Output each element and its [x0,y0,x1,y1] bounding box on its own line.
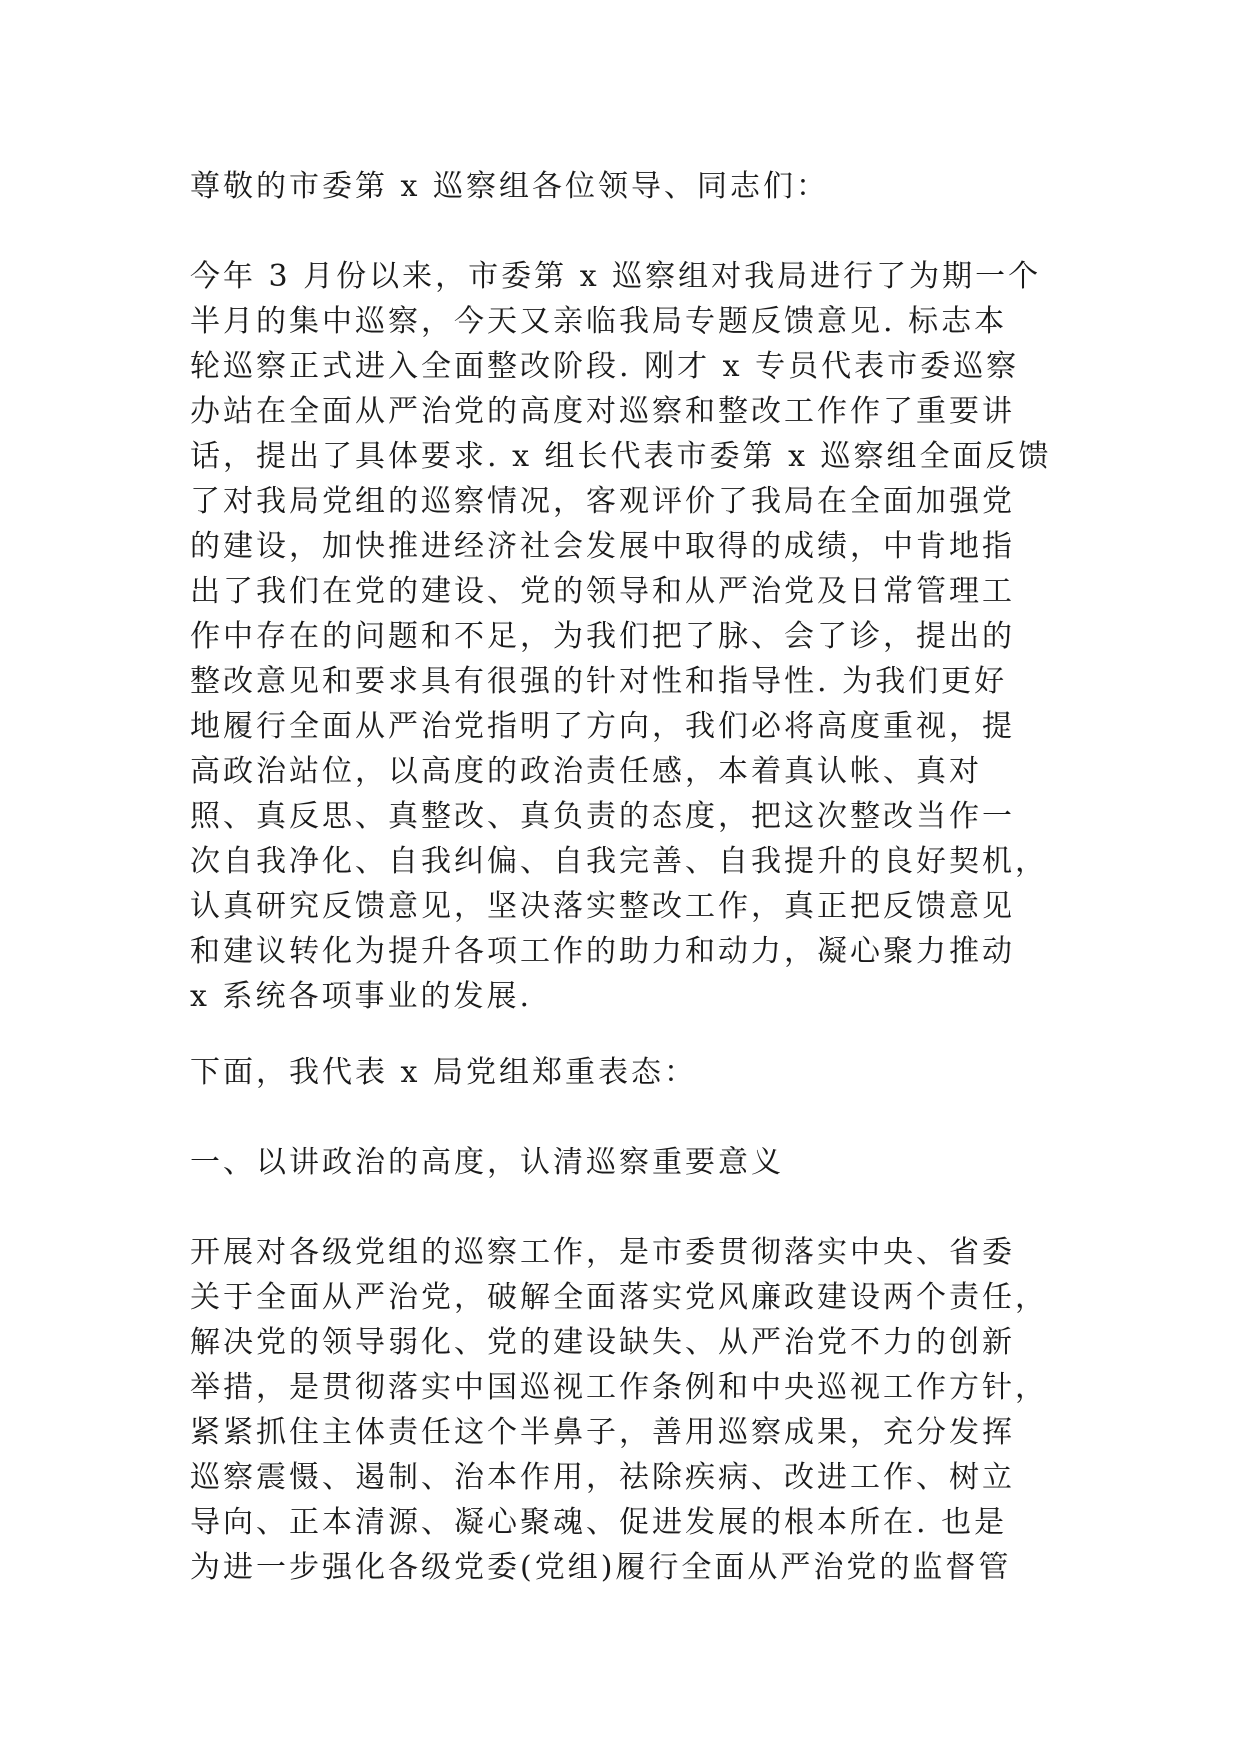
section-heading-text: 一、以讲政治的高度，认清巡察重要意义 [190,1145,784,1180]
paragraph-line: 照、真反思、真整改、真负责的态度，把这次整改当作一 [190,799,1015,834]
paragraph-line: 今年 3 月份以来，市委第 x 巡察组对我局进行了为期一个 [190,259,1042,294]
paragraph-line: 整改意见和要求具有很强的针对性和指导性. 为我们更好 [190,664,1008,699]
paragraph-line: 作中存在的问题和不足，为我们把了脉、会了诊，提出的 [190,619,1015,654]
paragraph-line: 和建议转化为提升各项工作的助力和动力，凝心聚力推动 [190,934,1015,969]
paragraph-line: 出了我们在党的建设、党的领导和从严治党及日常管理工 [190,574,1015,609]
paragraph-section-one [190,1230,1070,1590]
paragraph-line: 下面，我代表 x 局党组郑重表态： [190,1055,697,1090]
paragraph-line: 的建设，加快推进经济社会发展中取得的成绩，中肯地指 [190,529,1015,564]
greeting-text: 尊敬的市委第 x 巡察组各位领导、同志们： [190,169,829,204]
paragraph-line: 半月的集中巡察，今天又亲临我局专题反馈意见. 标志本 [190,304,1008,339]
paragraph-line: 次自我净化、自我纠偏、自我完善、自我提升的良好契机， [190,844,1048,879]
paragraph-opening [190,254,1070,1019]
paragraph-line: 轮巡察正式进入全面整改阶段. 刚才 x 专员代表市委巡察 [190,349,1020,384]
paragraph-line: 高政治站位，以高度的政治责任感，本着真认帐、真对 [190,754,982,789]
section-heading [190,1140,1070,1185]
paragraph-line: 导向、正本清源、凝心聚魂、促进发展的根本所在. 也是 [190,1505,1008,1540]
paragraph-statement-intro [190,1050,1070,1095]
paragraph-line: 为进一步强化各级党委(党组)履行全面从严治党的监督管 [190,1550,1012,1585]
paragraph-line: 解决党的领导弱化、党的建设缺失、从严治党不力的创新 [190,1325,1015,1360]
paragraph-line: 巡察震慑、遏制、治本作用，祛除疾病、改进工作、树立 [190,1460,1015,1495]
paragraph-line: 了对我局党组的巡察情况，客观评价了我局在全面加强党 [190,484,1015,519]
paragraph-line: 举措，是贯彻落实中国巡视工作条例和中央巡视工作方针， [190,1370,1048,1405]
paragraph-line: 认真研究反馈意见，坚决落实整改工作，真正把反馈意见 [190,889,1015,924]
paragraph-line: 关于全面从严治党，破解全面落实党风廉政建设两个责任， [190,1280,1048,1315]
greeting-line [190,164,1070,209]
paragraph-line: 开展对各级党组的巡察工作，是市委贯彻落实中央、省委 [190,1235,1015,1270]
paragraph-line: 地履行全面从严治党指明了方向，我们必将高度重视，提 [190,709,1015,744]
paragraph-line: 紧紧抓住主体责任这个半鼻子，善用巡察成果，充分发挥 [190,1415,1015,1450]
paragraph-line: 办站在全面从严治党的高度对巡察和整改工作作了重要讲 [190,394,1015,429]
paragraph-line: x 系统各项事业的发展. [190,979,532,1014]
paragraph-line: 话，提出了具体要求. x 组长代表市委第 x 巡察组全面反馈 [190,439,1052,474]
